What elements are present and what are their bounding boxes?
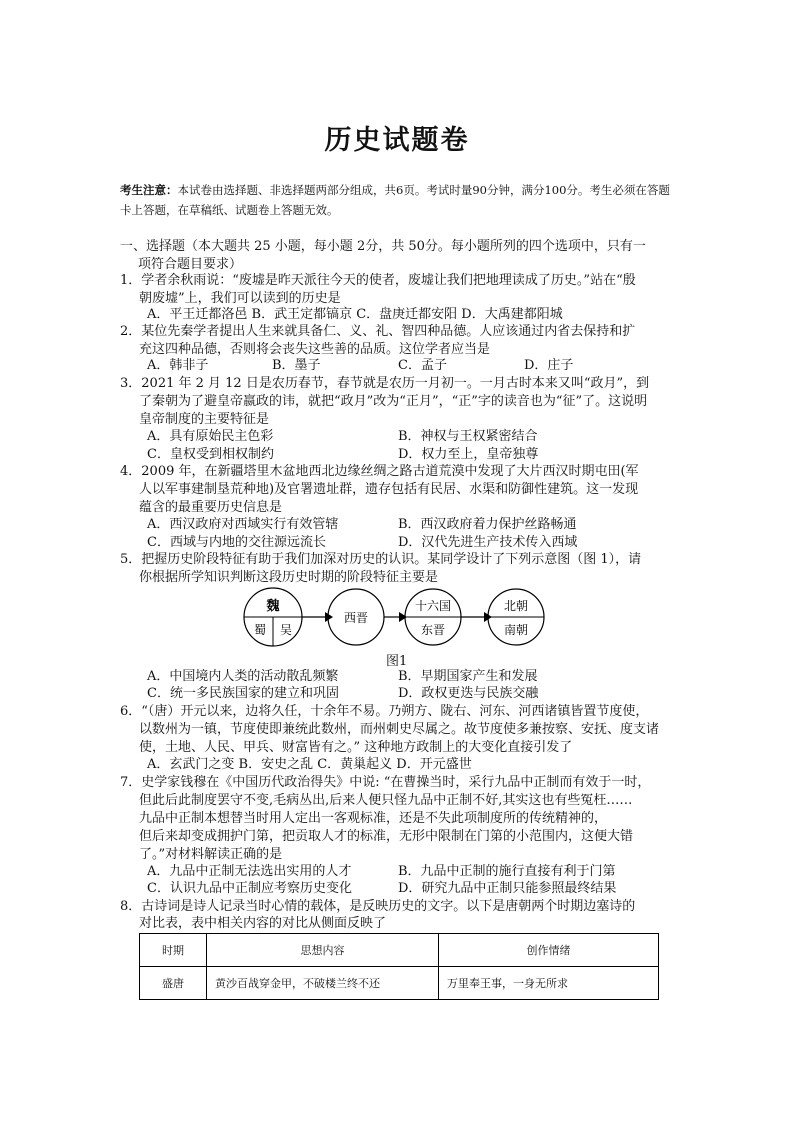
question-line: 6．“（唐）开元以来，边将久任，十余年不易。乃朔方、陇右、河东、河西诸镇皆置节度使，: [120, 704, 649, 719]
option-a: A．具有原始民主色彩: [147, 429, 274, 444]
question-line: 8．古诗词是诗人记录当时心情的载体，是反映历史的文字。以下是唐朝两个时期边塞诗的: [120, 899, 636, 914]
cell-emotion: 万里奉王事，一身无所求: [439, 967, 659, 1000]
option-a: A．中国境内人类的活动散乱频繁: [147, 669, 339, 684]
arrow-head: [325, 612, 333, 622]
cell-period: 盛唐: [140, 967, 207, 1000]
option-d: D．庄子: [524, 358, 574, 373]
question-line: 了。”对材料解读正确的是: [139, 847, 283, 862]
question-line: 你根据所学知识判断这段历史时期的阶段特征主要是: [139, 570, 439, 585]
option-b: B．西汉政府着力保护丝路畅通: [398, 517, 577, 532]
option-b: B．九品中正制的施行直接有利于门第: [398, 864, 616, 879]
question-line: 5．把握历史阶段特征有助于我们加深对历史的认识。某同学设计了下列示意图（图 1），请: [120, 552, 642, 567]
question-line: 2．某位先秦学者提出人生来就具备仁、义、礼、智四种品德。人应该通过内省去保持和扩: [120, 324, 636, 339]
question-line: 3．2021 年 2 月 12 日是农历春节，春节就是农历一月初一。一月古时本来又叫“政月”，到: [120, 376, 650, 391]
label-beichao: 北朝: [503, 599, 529, 613]
question-line: 但此后此制度罢守不变,毛病丛出,后来人便只怪九品中正制不好,其实这也有些冤枉……: [139, 793, 633, 808]
option-a: A．西汉政府对西域实行有效管辖: [147, 517, 339, 532]
cell-content: 黄沙百战穿金甲，不破楼兰终不还: [207, 967, 439, 1000]
table-header-row: [140, 934, 659, 967]
label-nanchao: 南朝: [503, 623, 529, 637]
option-b: B．早期国家产生和发展: [398, 669, 538, 684]
question-line: 蕴含的最重要历史信息是: [139, 500, 283, 515]
option-c: C．孟子: [398, 358, 447, 373]
label-dongjin: 东晋: [420, 623, 446, 637]
xijin-circle: [328, 589, 384, 645]
figure-caption: 图1: [386, 654, 408, 669]
options-line: A．玄武门之变 B．安史之乱 C．黄巢起义 D．开元盛世: [147, 757, 472, 772]
question-line: 7．史学家钱穆在《中国历代政治得失》中说: “在曹操当时，采行九品中正制而有效于一时，: [120, 775, 651, 790]
question-line: 对比表，表中相关内容的对比从侧面反映了: [139, 916, 387, 931]
question-line: 1．学者余秋雨说：“废墟是昨天派往今天的使者，废墟让我们把地理读成了历史。”站在“殷: [120, 273, 636, 288]
label-xijin: 西晋: [343, 611, 369, 625]
option-b: B．墨子: [272, 358, 321, 373]
question-line: 4．2009 年，在新疆塔里木盆地西北边缘丝绸之路古道荒漠中发现了大片西汉时期屯田(军: [120, 464, 639, 479]
option-d: D．研究九品中正制只能参照最终结果: [398, 881, 617, 896]
page-title: 历史试题卷: [324, 125, 470, 156]
question-line: 了秦朝为了避皇帝嬴政的讳，就把“政月”改为“正月”，“正”字的读音也为“征”了。这说明: [139, 394, 648, 409]
poem-comparison-table: [139, 933, 659, 1000]
label-wu: 吴: [279, 623, 293, 637]
question-line: 使，土地、人民、甲兵、财富皆有之。” 这种地方政制上的大变化直接引发了: [139, 740, 573, 755]
option-c: C．统一多民族国家的建立和巩固: [147, 686, 339, 701]
header-content: 思想内容: [207, 934, 439, 967]
header-period: 时期: [140, 934, 207, 967]
shiliuguo-dongjin-circle: [405, 589, 461, 645]
option-d: D．政权更迭与民族交融: [398, 686, 539, 701]
label-wei: 魏: [266, 599, 280, 614]
option-a: A．九品中正制无法选出实用的人才: [147, 864, 352, 879]
question-line: 朝废墟”上，我们可以读到的历史是: [139, 291, 341, 306]
option-c: C．认识九品中正制应考察历史变化: [147, 881, 352, 896]
question-line: 人以军事建制垦荒种地)及官署遗址群，遗存包括有民居、水渠和防御性建筑。这一发现: [139, 482, 639, 497]
options-line: A．平王迁都洛邑 B．武王定都镐京 C．盘庚迁都安阳 D．大禹建都阳城: [147, 307, 563, 322]
section-heading-cont: 项符合题目要求）: [138, 257, 243, 272]
question-line: 充这四种品德，否则将会丧失这些善的品质。这位学者应当是: [139, 342, 491, 357]
notice-text: 本试卷由选择题、非选择题两部分组成，共6页。考试时量90分钟，满分100分。考生必须在答题卡上答题，在草稿纸、试题卷上答题无效。: [120, 183, 670, 217]
section-heading: 一、选择题（本大题共 25 小题，每小题 2分，共 50分。每小题所列的四个选项中，只有一: [120, 239, 646, 254]
option-d: D．权力至上，皇帝独尊: [398, 447, 539, 462]
label-shiliuguo: 十六国: [414, 599, 452, 613]
question-line: 皇帝制度的主要特征是: [139, 412, 270, 427]
beichao-nanchao-circle: [488, 589, 544, 645]
option-b: B．神权与王权紧密结合: [398, 429, 538, 444]
option-c: C．皇权受到相权制约: [147, 447, 274, 462]
header-emotion: 创作情绪: [439, 934, 659, 967]
wei-shu-wu-circle: [244, 588, 302, 646]
question-line: 以数州为一镇，节度使即兼统此数州，而州刺史尽属之。故节度使多兼按察、安抚、度支诸: [139, 722, 660, 737]
question-line: 但后来却变成拥护门第，把贡取人才的标准，无形中限制在门第的小范围内，这便大错: [139, 829, 634, 844]
label-shu: 蜀: [253, 623, 267, 637]
question-line: 九品中正制本想替当时用人定出一客观标准，还是不失此项制度所的传统精神的，: [139, 811, 608, 826]
option-d: D．汉代先进生产技术传入西域: [398, 535, 578, 550]
option-a: A．韩非子: [147, 358, 209, 373]
table-row: [140, 967, 659, 1000]
notice-label: 考生注意：: [120, 183, 178, 197]
option-c: C．西域与内地的交往源远流长: [147, 535, 326, 550]
